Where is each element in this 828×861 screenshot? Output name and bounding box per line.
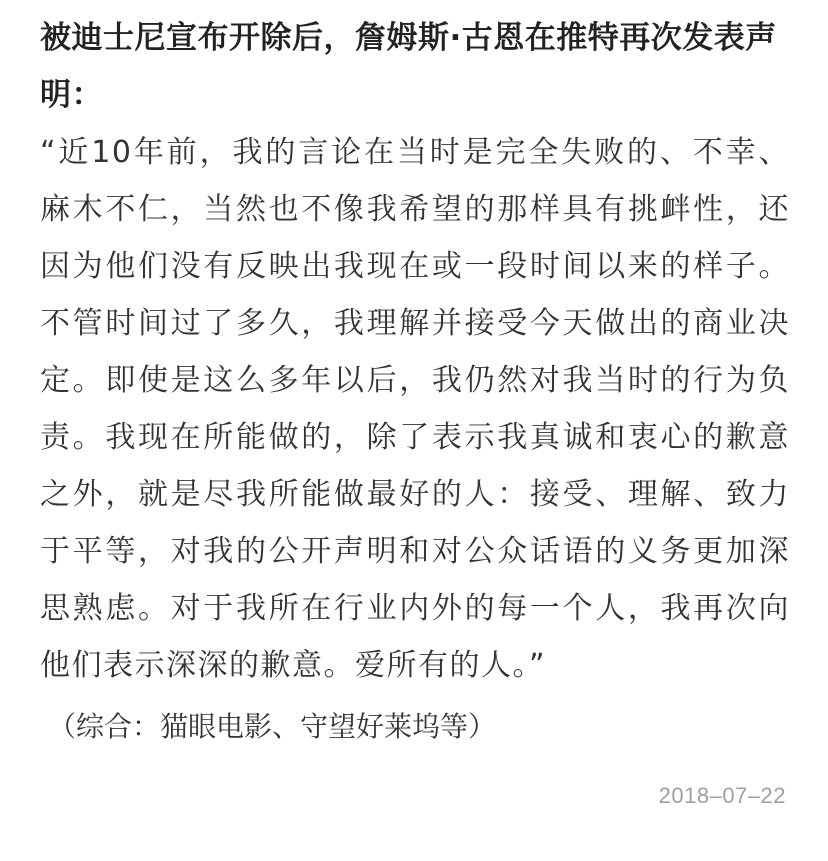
publish-date: 2018–07–22 <box>658 783 786 808</box>
statement-quote: “近10年前，我的言论在当时是完全失败的、不幸、麻木不仁，当然也不像我希望的那样具有挑衅性，还因为他们没有反映出我现在或一段时间以来的样子。不管时间过了多久，我理解并接受今天做出的商业决定。即使是这么多年以后，我仍然对我当时的行为负责。我现在所能做的，除了表示我真诚和衷心的歉意之外，就是尽我所能做最好的人：接受、理解、致力于平等，对我的公开声明和对公众话语的义务更加深思熟虑。对于我所在行业内外的每一个人，我再次向他们表示深深的歉意。爱所有的人。” <box>40 135 790 683</box>
article-heading: 被迪士尼宣布开除后，詹姆斯·古恩在推特再次发表声明： <box>40 20 777 113</box>
article-body <box>40 0 790 755</box>
source-note: （综合：猫眼电影、守望好莱坞等） <box>48 710 497 743</box>
